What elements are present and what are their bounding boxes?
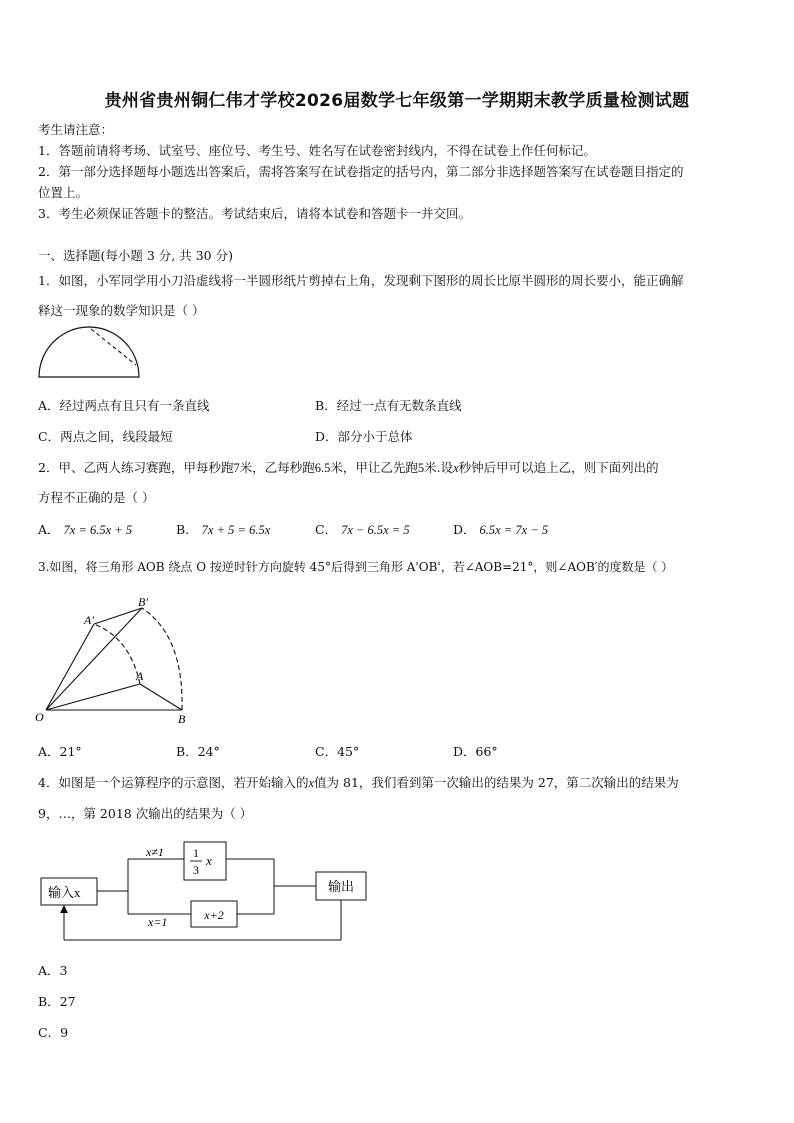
q2-option-d (453, 520, 548, 538)
notice-item-1: 1．答题前请将考场、试室号、座位号、考生号、姓名写在试卷密封线内，不得在试卷上作任何标记。 (38, 143, 596, 158)
notice-heading: 考生请注意： (38, 122, 114, 137)
arc-A-to-A-prime (94, 624, 140, 684)
q1-option-d: D．部分小于总体 (315, 429, 413, 444)
label-A-prime: A′ (84, 613, 94, 627)
q2-text-part: 米.设 (424, 460, 454, 475)
q1-option-a: A．经过两点有且只有一条直线 (38, 398, 210, 413)
option-label: B． (176, 522, 198, 537)
q2-text-cont: 方程不正确的是（ ） (38, 490, 155, 505)
q4-text-part: 值为 81，我们看到第一次输出的结果为 27，第二次输出的结果为 (314, 775, 679, 790)
semicircle (39, 327, 139, 377)
label-O: O (35, 710, 44, 724)
input-label: 输入x (48, 885, 81, 900)
segment-OB-prime (46, 608, 142, 710)
q4-text (38, 773, 679, 791)
arc-B-to-B-prime (142, 608, 182, 710)
q2-var-x: x (453, 461, 459, 475)
q3-option-d: D．66° (453, 744, 498, 759)
q3-rotation-figure (30, 592, 200, 728)
option-equation: 6.5x = 7x − 5 (479, 523, 549, 537)
q4-option-c: C．9 (38, 1025, 69, 1040)
q2-option-b (176, 520, 270, 538)
frac-variable: x (206, 853, 212, 868)
frac-denominator: 3 (193, 863, 199, 877)
q2-text (38, 458, 659, 476)
q3-text: 3.如图，将三角形 AOB 绕点 O 按逆时针方向旋转 45°后得到三角形 A'OB'，若∠AOB=21°，则∠AOB′的度数是（ ） (38, 560, 674, 574)
q4-var-x: x (308, 776, 315, 790)
q2-speed-b: 6.5 (314, 461, 331, 475)
arrow-head-icon (60, 905, 68, 913)
option-equation: 7x − 6.5x = 5 (341, 523, 410, 537)
frac-numerator: 1 (193, 846, 199, 860)
q4-option-a: A．3 (38, 963, 68, 978)
q2-option-c (315, 520, 410, 538)
q2-text-part: 米，甲让乙先跑 (330, 460, 418, 475)
cond-equal: x=1 (148, 915, 168, 929)
segment-AB (140, 684, 182, 710)
add-box-label: x+2 (204, 908, 224, 922)
output-label: 输出 (327, 879, 355, 894)
q3-option-c: C．45° (315, 744, 360, 759)
q4-flowchart (36, 834, 376, 946)
q1-option-c: C．两点之间，线段最短 (38, 429, 173, 444)
q4-text-part: 4．如图是一个运算程序的示意图，若开始输入的 (38, 775, 309, 790)
option-label: C． (315, 522, 338, 537)
notice-item-2: 2．第一部分选择题每小题选出答案后，需将答案写在试卷指定的括号内，第二部分非选择题答案写在试卷题目指定的 (38, 164, 684, 179)
option-equation: 7x + 5 = 6.5x (201, 523, 271, 537)
notice-item-2-cont: 位置上。 (38, 185, 89, 200)
q3-option-b: B．24° (176, 744, 220, 759)
label-B: B (178, 712, 186, 726)
label-A: A (136, 669, 144, 683)
q2-text-part: 秒钟后甲可以追上乙，则下面列出的 (458, 460, 659, 475)
notice-item-3: 3．考生必须保证答题卡的整洁。考试结束后，请将本试卷和答题卡一并交回。 (38, 206, 471, 221)
option-label: A． (38, 522, 60, 537)
cond-not-equal: x≠1 (146, 845, 164, 859)
option-equation: 7x = 6.5x + 5 (63, 523, 133, 537)
q2-option-a (38, 520, 132, 538)
section-heading: 一、选择题(每小题 3 分, 共 30 分) (38, 248, 233, 263)
q2-speed-a: 7 (233, 461, 240, 475)
q2-text-part: 2．甲、乙两人练习赛跑，甲每秒跑 (38, 460, 234, 475)
q3-option-a: A．21° (38, 744, 82, 759)
page-title: 贵州省贵州铜仁伟才学校2026届数学七年级第一学期期末教学质量检测试题 (104, 91, 690, 111)
q4-text-cont: 9，…，第 2018 次输出的结果为（ ） (38, 806, 253, 821)
q2-headstart: 5 (417, 461, 425, 475)
q2-text-part: 米，乙每秒跑 (239, 460, 315, 475)
q1-semicircle-figure (36, 325, 142, 381)
q1-option-b: B．经过一点有无数条直线 (315, 398, 462, 413)
option-label: D． (453, 522, 476, 537)
segment-OA (46, 684, 140, 710)
q1-text-cont: 释这一现象的数学知识是（ ） (38, 303, 205, 318)
q4-option-b: B．27 (38, 994, 76, 1009)
q1-text: 1．如图，小军同学用小刀沿虚线将一半圆形纸片剪掉右上角，发现剩下图形的周长比原半圆形的周长要小，能正确解 (38, 273, 684, 288)
label-B-prime: B′ (138, 595, 148, 609)
